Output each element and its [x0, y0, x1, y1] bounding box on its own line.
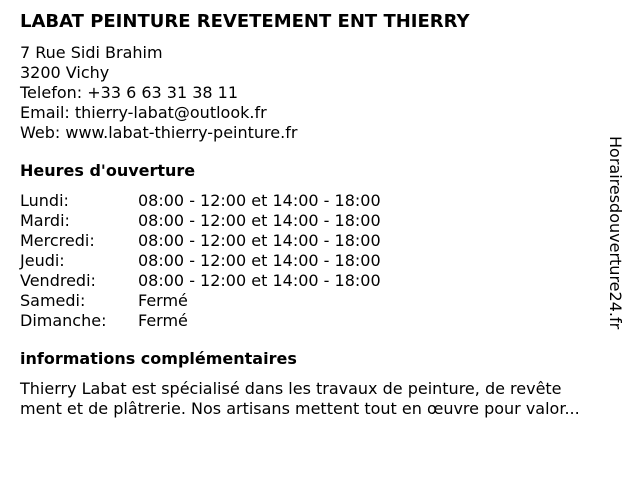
phone-line: Telefon: +33 6 63 31 38 11 — [20, 83, 239, 102]
hours-day: Lundi: — [20, 191, 69, 210]
hours-value: Fermé — [138, 311, 188, 330]
business-card — [20, 10, 630, 419]
hours-heading: Heures d'ouverture — [20, 161, 196, 180]
hours-row — [20, 251, 630, 271]
hours-value: 08:00 - 12:00 et 14:00 - 18:00 — [138, 251, 381, 270]
hours-row — [20, 291, 630, 311]
hours-row — [20, 211, 630, 231]
web-line: Web: www.labat-thierry-peinture.fr — [20, 123, 298, 142]
hours-value: 08:00 - 12:00 et 14:00 - 18:00 — [138, 271, 381, 290]
hours-day: Dimanche: — [20, 311, 107, 330]
hours-day: Jeudi: — [20, 251, 65, 270]
hours-table — [20, 191, 630, 331]
info-text-line: Thierry Labat est spécialisé dans les travaux de peinture, de revête — [20, 379, 562, 398]
hours-day: Vendredi: — [20, 271, 96, 290]
hours-row — [20, 271, 630, 291]
info-text — [20, 379, 630, 419]
address-street: 7 Rue Sidi Brahim — [20, 43, 163, 62]
hours-day: Samedi: — [20, 291, 86, 310]
site-brand-label: Horairesdouverture24.fr — [606, 136, 625, 330]
address-city: 3200 Vichy — [20, 63, 110, 82]
info-text-line: ment et de plâtrerie. Nos artisans mettent tout en œuvre pour valor... — [20, 399, 580, 418]
hours-row — [20, 191, 630, 211]
hours-row — [20, 311, 630, 331]
hours-value: Fermé — [138, 291, 188, 310]
hours-value: 08:00 - 12:00 et 14:00 - 18:00 — [138, 191, 381, 210]
business-name: LABAT PEINTURE REVETEMENT ENT THIERRY — [20, 11, 470, 32]
email-line: Email: thierry-labat@outlook.fr — [20, 103, 267, 122]
hours-day: Mardi: — [20, 211, 70, 230]
info-heading: informations complémentaires — [20, 349, 297, 368]
hours-row — [20, 231, 630, 251]
hours-value: 08:00 - 12:00 et 14:00 - 18:00 — [138, 231, 381, 250]
hours-value: 08:00 - 12:00 et 14:00 - 18:00 — [138, 211, 381, 230]
hours-day: Mercredi: — [20, 231, 95, 250]
